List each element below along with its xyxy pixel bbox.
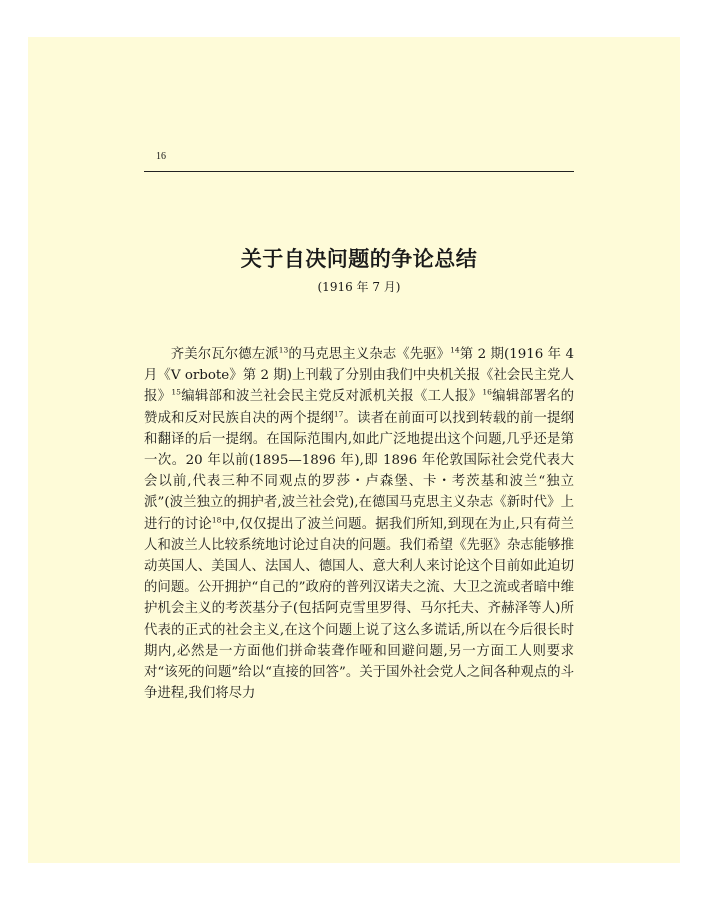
article-date: (1916 年 7 月) [317, 280, 401, 294]
article-title: 关于自决问题的争论总结 [240, 247, 478, 271]
footnote-marker: 13 [278, 345, 289, 355]
text-run: 编辑部和波兰社会民主党反对派机关报《工人报》 [180, 389, 483, 405]
footnote-marker: 17 [333, 409, 344, 419]
text-run: 编辑部署名的赞成和反对民族自决的两个提纲 [144, 389, 575, 426]
footnote-marker: 16 [482, 387, 492, 397]
footnote-marker: 14 [450, 345, 460, 355]
page-number: 16 [156, 151, 166, 162]
footnote-marker: 15 [171, 387, 181, 397]
text-run: 。读者在前面可以找到转载的前一提纲和翻译的后一提纲。在国际范围内,如此广泛地提出这个问题,几乎还是第一次。20 年以前(1895—1896 年),即 1896 年伦敦国际社会党代表大会以前,代表三种不同观点的罗莎・卢森堡、卡・考茨基和波兰“独立派”(波兰独立的拥护者,波兰社会党),在德国马克思主义杂志《新时代》上进行的讨论 [144, 410, 575, 532]
text-run: 第 2 期(1916 年 4 月《V orbote》第 2 期)上刊载了分别由我们中央机关报《社会民主党人报》 [144, 347, 575, 405]
text-run: 的马克思主义杂志《先驱》 [288, 347, 451, 362]
body-paragraph [144, 344, 574, 704]
text-run: 中,仅仅提出了波兰问题。据我们所知,到现在为止,只有荷兰人和波兰人比较系统地讨论过自决的问题。我们希望《先驱》杂志能够推动英国人、美国人、法国人、德国人、意大利人来讨论这个目前如此迫切的问题。公开拥护“自己的”政府的普列汉诺夫之流、大卫之流或者暗中维护机会主义的考茨基分子(包括阿克雪里罗得、马尔托夫、齐赫泽等人)所代表的正式的社会主义,在这个问题上说了这么多谎话,所以在今后很长时期内,必然是一方面他们拼命装聋作哑和回避问题,另一方面工人则要求对“该死的问题”给以“直接的回答”。关于国外社会党人之间各种观点的斗争进程,我们将尽力 [144, 516, 574, 702]
text-run: 齐美尔瓦尔德左派 [170, 347, 279, 362]
footnote-marker: 18 [211, 515, 222, 525]
running-header [144, 151, 574, 172]
